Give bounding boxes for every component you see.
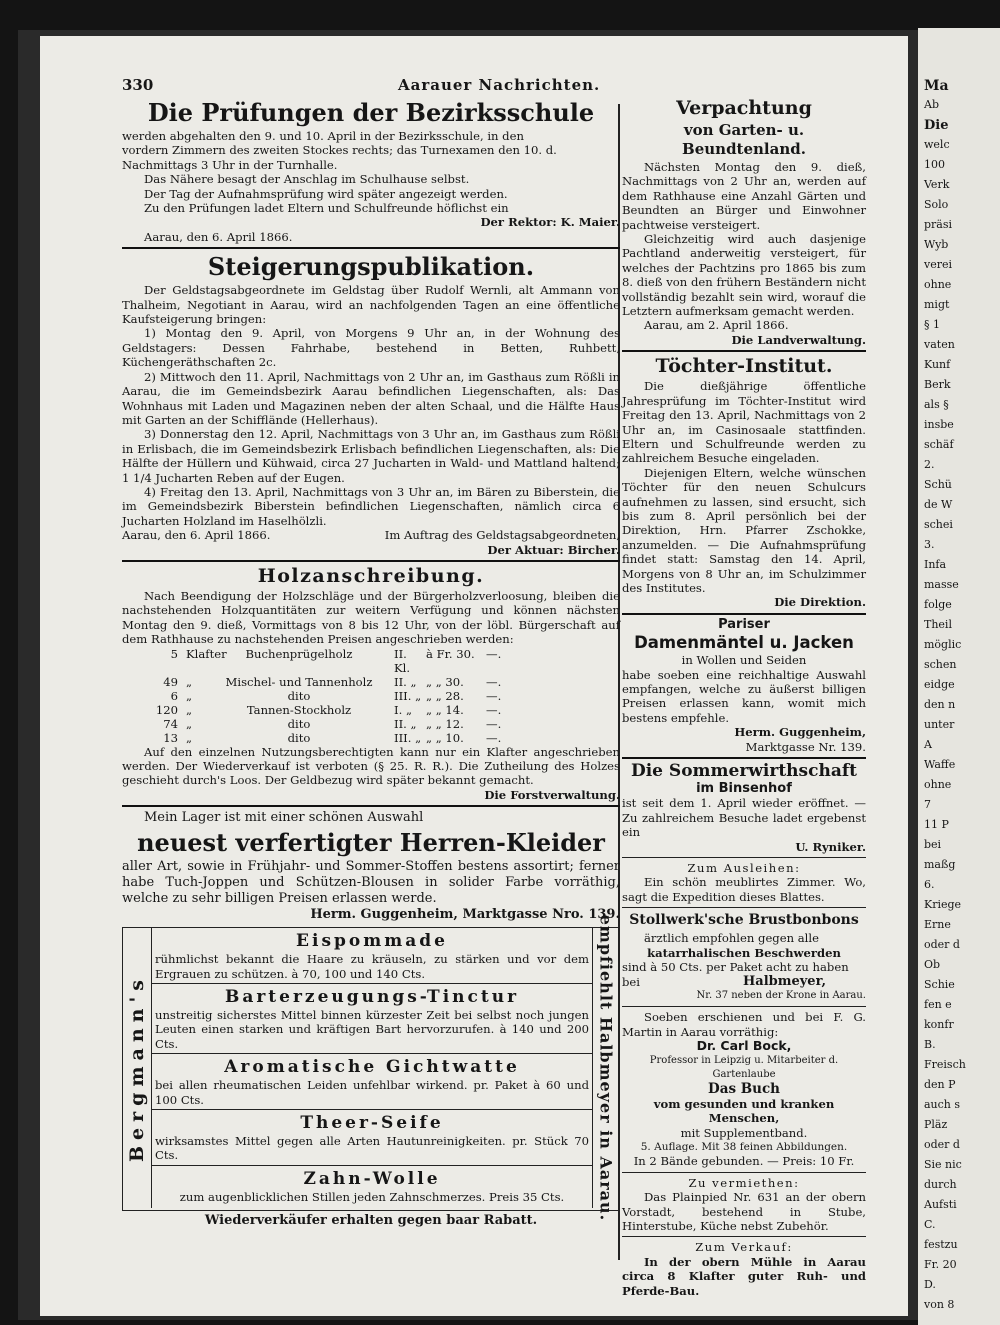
adjacent-page-line: Waffe [924,758,956,771]
ad-subtitle: von Garten- u. Beundtenland. [682,121,806,158]
ad-line: Nachmittags 3 Uhr in der Turnhalle. [122,157,338,172]
product-desc: rühmlichst bekannt die Haare zu kräuseln, zu stärken und vor dem Ergrauen zu schützen. à 70, 100 und 140 Cts. [155,952,589,981]
vertical-label-left [123,928,152,1208]
adjacent-page-line: Ab [924,98,939,111]
wood-cell-type: Mischel- und Tannenholz [225,674,373,689]
adjacent-page-line: von 8 [924,1298,955,1311]
ad-steigerung [122,252,620,557]
ad-ausleihen [622,861,866,904]
ad-line: sind à 50 Cts. per Paket acht zu haben [622,960,849,975]
rule [151,1053,593,1054]
ad-subtitle: im Binsenhof [696,781,792,797]
ad-signature: Herm. Guggenheim, [734,725,866,740]
adjacent-page-line: den n [924,698,956,711]
ad-line: mit Supplementband. [680,1125,808,1140]
rule [151,983,593,984]
rule [622,1236,866,1237]
adjacent-page-line: Ob [924,958,941,971]
product-name: Eispommade [296,931,448,952]
rule [151,1165,593,1166]
wood-cell-price: à Fr. 30. [426,646,475,661]
ad-stollwerk [622,911,866,1003]
wood-cell-cls: II. „ [394,674,417,689]
adjacent-page-line: welc [924,138,950,151]
adjacent-page-line: B. [924,1038,936,1051]
adjacent-page-line: Fr. 20 [924,1258,957,1271]
adjacent-page-fragment [918,28,1000,1325]
adjacent-page-line: C. [924,1218,936,1231]
ad-line: Pariser [718,616,770,632]
wood-cell-price: „ „ 14. [426,702,464,717]
wood-cell-unit: „ [186,716,193,731]
ad-paragraph: aller Art, sowie in Frühjahr- und Sommer-Stoffen bestens assortirt; ferner habe Tuch-Joppen und Schützen-Blousen in solider Farbe vorräthig, welche zu sehr billigen Preisen erlassen werde. [122,859,620,907]
adjacent-page-line: vaten [924,338,955,351]
wood-cell-qty: 5 [170,646,178,661]
product-list [155,930,589,1204]
ad-holzanschreibung [122,565,620,802]
adjacent-page-line: schäf [924,438,954,451]
ad-paragraph: Nächsten Montag den 9. dieß, Nachmittags von 2 Uhr an, werden auf dem Rathhause eine Anzahl Gärten und Beundten an Bürger und Einwohner pachtweise versteigert. [622,160,866,232]
ad-paragraph: ist seit dem 1. April wieder eröffnet. — Zu zahlreichem Besuche ladet ergebenst ein [622,796,866,840]
ad-signature: Im Auftrag des Geldstagsabgeordneten, [384,528,620,543]
adjacent-page-line: unter [924,718,955,731]
wood-cell-dash: —. [486,730,502,745]
adjacent-page-line: Sie nic [924,1158,962,1171]
adjacent-page-line: Solo [924,198,949,211]
wood-cell-price: „ „ 28. [426,688,464,703]
book-title: Das Buch [707,1081,780,1098]
ad-paragraph: Das Plainpied Nr. 631 an der obern Vorstadt, bestehend in Stube, Hinterstube, Küche nebst Zubehör. [622,1190,866,1233]
ad-bock-buch [622,1010,866,1168]
ad-signature: Die Direktion. [774,595,866,610]
adjacent-page-line: präsi [924,218,953,231]
ad-line: werden abgehalten den 9. und 10. April in der Bezirksschule, in den [122,129,524,143]
wood-cell-type: dito [287,730,311,745]
wood-table-row [122,703,620,717]
wood-table-row [122,689,620,703]
ad-toechter-institut [622,355,866,610]
wood-table-row [122,675,620,689]
ad-signature: U. Ryniker. [795,839,866,854]
wood-cell-cls: II. Kl. [394,646,411,675]
ad-verkauf [622,1240,866,1298]
product-desc: bei allen rheumatischen Leiden unfehlbar wirkend. pr. Paket à 60 und 100 Cts. [155,1078,589,1107]
ad-pruefungen [122,98,620,244]
rule [622,613,866,615]
wood-cell-dash: —. [486,688,502,703]
adjacent-page-line: ohne [924,778,952,791]
ad-line: Zu den Prüfungen ladet Eltern und Schulfreunde höflichst ein [144,201,509,216]
adjacent-page-line: Wyb [924,238,949,251]
product-name: Aromatische Gichtwatte [224,1057,520,1078]
adjacent-page-line: Kriege [924,898,962,911]
ad-paragraph: Die dießjährige öffentliche Jahresprüfung im Töchter-Institut wird Freitag den 13. April, Nachmittags von 2 Uhr an, im Casinosaale stattfinden. Eltern und Schulfreunde werden zu zahlreichem Besuche eingeladen. [622,379,866,466]
adjacent-page-line: bei [924,838,942,851]
ad-signature: Die Landverwaltung. [731,332,866,347]
ad-sommerwirthschaft [622,762,866,854]
wood-cell-dash: —. [486,702,502,717]
ad-date: Aarau, den 6. April 1866. [144,229,293,244]
bergmann-name: Bergmann's [126,974,148,1163]
running-title: Aarauer Nachrichten. [398,76,601,94]
wood-cell-qty: 13 [163,730,178,745]
ad-item: 3) Donnerstag den 12. April, Nachmittags von 3 Uhr an, im Gasthaus zum Rößli in Erlisbach, die im Gemeindsbezirk Erlisbach befindlichen Liegenschaften, als: Die Hälfte der Hüllern und Kühwaid, circa 27 Jucharten in Wald- und Mattland haltend; 1 1/4 Jucharten Reben auf der Eugen. [122,427,620,485]
adjacent-page-line: 6. [924,878,935,891]
wood-cell-cls: III. „ [394,730,422,745]
adjacent-page-line: § 1 [924,318,940,331]
adjacent-page-line: Aufsti [924,1198,957,1211]
product-name: Zahn-Wolle [303,1168,441,1189]
wiederverkaeufer-note: Wiederverkäufer erhalten gegen baar Rabatt. [204,1213,538,1229]
wood-cell-cls: III. „ [394,688,422,703]
ad-line: Nr. 37 neben der Krone in Aarau. [696,989,866,1001]
ad-line: katarrhalischen Beschwerden [647,945,841,960]
ad-date: Aarau, den 6. April 1866. [122,528,271,543]
wood-cell-qty: 49 [163,674,178,689]
adjacent-page-line: Schie [924,978,955,991]
adjacent-page-line: oder d [924,938,960,951]
ad-herren-kleider [122,810,620,923]
rule [122,247,620,249]
ad-title: Zum Verkauf: [695,1240,793,1255]
ad-paragraph: In der obern Mühle in Aarau circa 8 Klafter guter Ruh- und Pferde-Bau. [622,1254,866,1298]
adjacent-page-line: auch s [924,1098,961,1111]
ad-line: In 2 Bände gebunden. — Preis: 10 Fr. [633,1154,855,1169]
ad-date: Aarau, am 2. April 1866. [644,318,789,333]
adjacent-page-line: Theil [924,618,952,631]
ad-signature: Der Aktuar: Bircher. [487,542,620,557]
wood-cell-dash: —. [486,716,502,731]
book-author: Dr. Carl Bock, [696,1038,792,1054]
left-column [122,96,620,1241]
adjacent-page-line: als § [924,398,949,411]
wood-cell-type: dito [287,688,311,703]
ad-paragraph: Soeben erschienen und bei F. G. Martin in Aarau vorräthig: [622,1010,866,1039]
ad-line: Das Nähere besagt der Anschlag im Schulhause selbst. [144,172,470,187]
adjacent-page-line: 100 [924,158,945,171]
adjacent-page-line: masse [924,578,959,591]
ad-line: Mein Lager ist mit einer schönen Auswahl [144,810,424,826]
wood-cell-price: „ „ 12. [426,716,464,731]
ad-title: Töchter-Institut. [655,355,833,378]
wood-cell-unit: „ [186,702,193,717]
rule [622,757,866,759]
adjacent-page-line: eidge [924,678,955,691]
adjacent-page-line: festzu [924,1238,958,1251]
wood-table-row [122,717,620,731]
ad-item: 1) Montag den 9. April, von Morgens 9 Uhr an, in der Wohnung des Geldstagers: Dessen Fahrhabe, bestehend in Betten, Ruhbett, Küchengeräthschaften 2c. [122,326,620,370]
ad-paragraph: habe soeben eine reichhaltige Auswahl empfangen, welche zu äußerst billigen Preisen erlassen kann, womit mich bestens empfehle. [622,667,866,725]
adjacent-page-line: oder d [924,1138,960,1151]
adjacent-page-line: Die [924,118,949,133]
adjacent-page-line: durch [924,1178,957,1191]
ad-title: Holzanschreibung. [257,564,485,587]
ad-verpachtung [622,97,866,347]
wood-cell-price: „ „ 10. [426,730,464,745]
wood-cell-unit: Klafter [186,646,227,661]
ad-line: Professor in Leipzig u. Mitarbeiter d. Gartenlaube [649,1054,839,1080]
rule [622,857,866,858]
rule [622,907,866,908]
ad-vermiethen [622,1176,866,1234]
rule [622,1172,866,1173]
product-desc: unstreitig sicherstes Mittel binnen kürzester Zeit bei selbst noch jungen Leuten einen starken und kräftigen Bart hervorzurufen. à 140 und 200 Cts. [155,1008,589,1051]
adjacent-page-line: Verk [924,178,950,191]
rule [151,1109,593,1110]
adjacent-page-line: de W [924,498,953,511]
adjacent-page-line: 11 P [924,818,949,831]
adjacent-page-line: schen [924,658,957,671]
wood-price-table [122,647,620,745]
adjacent-page-line: 3. [924,538,935,551]
adjacent-page-line: migt [924,298,950,311]
ad-title: Damenmäntel u. Jacken [634,633,854,653]
ad-item: 4) Freitag den 13. April, Nachmittags von 3 Uhr an, im Bären zu Biberstein, die im Gemeindsbezirk Biberstein befindlichen Liegenschaften, nämlich circa 6 Jucharten Holzland im Haselhölzli. [122,484,620,528]
ad-line: ärztlich empfohlen gegen alle [644,931,819,946]
ad-line: vordern Zimmern des zweiten Stockes rechts; das Turnexamen den 10. d. [122,143,557,158]
adjacent-page-line: 2. [924,458,935,471]
ad-paragraph: Gleichzeitig wird auch dasjenige Pachtland anderweitig versteigert, für welches der Pachtzins pro 1865 bis zum 8. dieß von den frühern Beständern nicht vollständig bezahlt sein wird, worauf die Letztern aufmerksam gemacht werden. [622,232,866,319]
halbmeyer-name: empfiehlt Halbmeyer in Aarau. [596,914,616,1222]
wood-cell-unit: „ [186,674,193,689]
wood-cell-type: Tannen-Stockholz [246,702,352,717]
adjacent-page-line: Schü [924,478,952,491]
ad-title: Die Sommerwirthschaft [630,761,858,782]
ad-paragraph: Der Geldstagsabgeordnete im Geldstag über Rudolf Wernli, alt Ammann von Thalheim, Negotiant in Aarau, wird an nachfolgenden Tagen an eine öffentliche Kaufsteigerung bringen: [122,283,620,327]
ad-title: Steigerungspublikation. [207,252,535,282]
wood-cell-dash: —. [486,646,502,661]
ad-damenmaentel [622,618,866,754]
ad-title: Zum Ausleihen: [687,861,801,876]
ad-title: Stollwerk'sche Brustbonbons [629,912,859,929]
adjacent-page-line: den P [924,1078,956,1091]
ad-signature: Die Forstverwaltung. [484,787,620,802]
adjacent-page-line: Erne [924,918,951,931]
adjacent-page-line: verei [924,258,953,271]
adjacent-page-line: schei [924,518,953,531]
adjacent-page-line: fen e [924,998,952,1011]
rule [622,350,866,352]
wood-cell-unit: „ [186,688,193,703]
adjacent-page-line: 7 [924,798,931,811]
ad-title: Die Prüfungen der Bezirksschule [147,98,595,127]
adjacent-page-line: Infa [924,558,947,571]
page-number: 330 [122,76,154,94]
ad-signature: Marktgasse Nr. 139. [745,739,866,754]
wood-cell-unit: „ [186,730,193,745]
wood-cell-type: Buchenprügelholz [245,646,353,661]
right-column [622,96,866,1298]
ad-paragraph: Nach Beendigung der Holzschläge und der Bürgerholzverloosung, bleiben die nachstehenden Holzquantitäten zur weitern Verfügung und können nächsten Montag den 9. dieß, Vormittags von 8 bis 12 Uhr, von der löbl. Bürgerschaft auf dem Rathhause zu nachstehenden Preisen angeschrieben werden: [122,588,620,647]
product-desc: wirksamstes Mittel gegen alle Arten Hautunreinigkeiten. pr. Stück 70 Cts. [155,1134,589,1163]
adjacent-page-line: Pläz [924,1118,948,1131]
rule [122,805,620,807]
wood-cell-price: „ „ 30. [426,674,464,689]
adjacent-page-line: insbe [924,418,954,431]
newspaper-page [40,36,908,1316]
product-name: Theer-Seife [300,1113,444,1134]
wood-cell-qty: 120 [155,702,178,717]
adjacent-page-line: A [924,738,932,751]
adjacent-page-line: ohne [924,278,952,291]
rule [122,560,620,562]
wood-cell-type: dito [287,716,311,731]
ad-paragraph: Ein schön meublirtes Zimmer. Wo, sagt die Expedition dieses Blattes. [622,875,866,904]
rule [622,1006,866,1007]
adjacent-page-line: D. [924,1278,936,1291]
wood-table-row [122,647,620,675]
ad-line: in Wollen und Seiden [681,653,807,668]
product-desc: zum augenblicklichen Stillen jeden Zahnschmerzes. Preis 35 Cts. [179,1189,565,1204]
adjacent-page-line: konfr [924,1018,954,1031]
adjacent-page-line: Ma [924,78,949,94]
ad-signature: Der Rektor: K. Maier. [480,215,620,230]
ad-title: Verpachtung [676,97,812,119]
ad-paragraph: Auf den einzelnen Nutzungsberechtigten kann nur ein Klafter angeschrieben werden. Der Wiederverkauf ist verboten (§ 25. R. R.). Die Zutheilung des Holzes geschieht durch's Loos. Der Geldbezug wird später bekannt gemacht. [122,744,620,788]
adjacent-page-line: Kunf [924,358,951,371]
adjacent-page-line: Berk [924,378,951,391]
adjacent-page-line: folge [924,598,952,611]
wood-cell-qty: 6 [170,688,178,703]
ad-signature: Halbmeyer, [742,973,826,989]
adjacent-page-line: möglic [924,638,962,651]
adjacent-page-line: maßg [924,858,956,871]
ad-line: bei [622,974,640,989]
ad-item: 2) Mittwoch den 11. April, Nachmittags von 2 Uhr an, im Gasthaus zum Rößli in Aarau, die im Gemeindsbezirk Aarau befindlichen Liegenschaften, als: Das Wohnhaus mit Laden und Magazinen neben der alten Schaal, und die Hälfte Haus mit Garten an der Schifflände (Hellerhaus). [122,369,620,427]
product-name: Barterzeugungs-Tinctur [224,987,520,1008]
adjacent-page-line: Freisch [924,1058,966,1071]
vertical-label-right [592,914,619,1222]
ad-line: 5. Auflage. Mit 38 feinen Abbildungen. [640,1140,848,1153]
ad-paragraph: Diejenigen Eltern, welche wünschen Töchter für den neuen Schulcurs aufnehmen zu lassen, sind ersucht, sich bis zum 8. April persönlich bei der Direktion, Hrn. Pfarrer Zschokke, anzumelden. — Die Aufnahmsprüfung findet statt: Samstag den 14. April, Morgens von 8 Uhr an, im Schulzimmer des Institutes. [622,465,866,595]
ad-signature: Herm. Guggenheim, Marktgasse Nro. 139. [310,907,620,923]
wood-table-row [122,731,620,745]
wood-cell-dash: —. [486,674,502,689]
ad-line: Der Tag der Aufnahmsprüfung wird später angezeigt werden. [144,186,508,201]
wood-cell-qty: 74 [163,716,178,731]
book-title: vom gesunden und kranken Menschen, [653,1096,835,1126]
ad-title: Zu vermiethen: [688,1175,800,1190]
wood-cell-cls: I. „ [394,702,412,717]
ad-title: neuest verfertigter Herren-Kleider [137,828,605,858]
wood-cell-cls: II. „ [394,716,417,731]
